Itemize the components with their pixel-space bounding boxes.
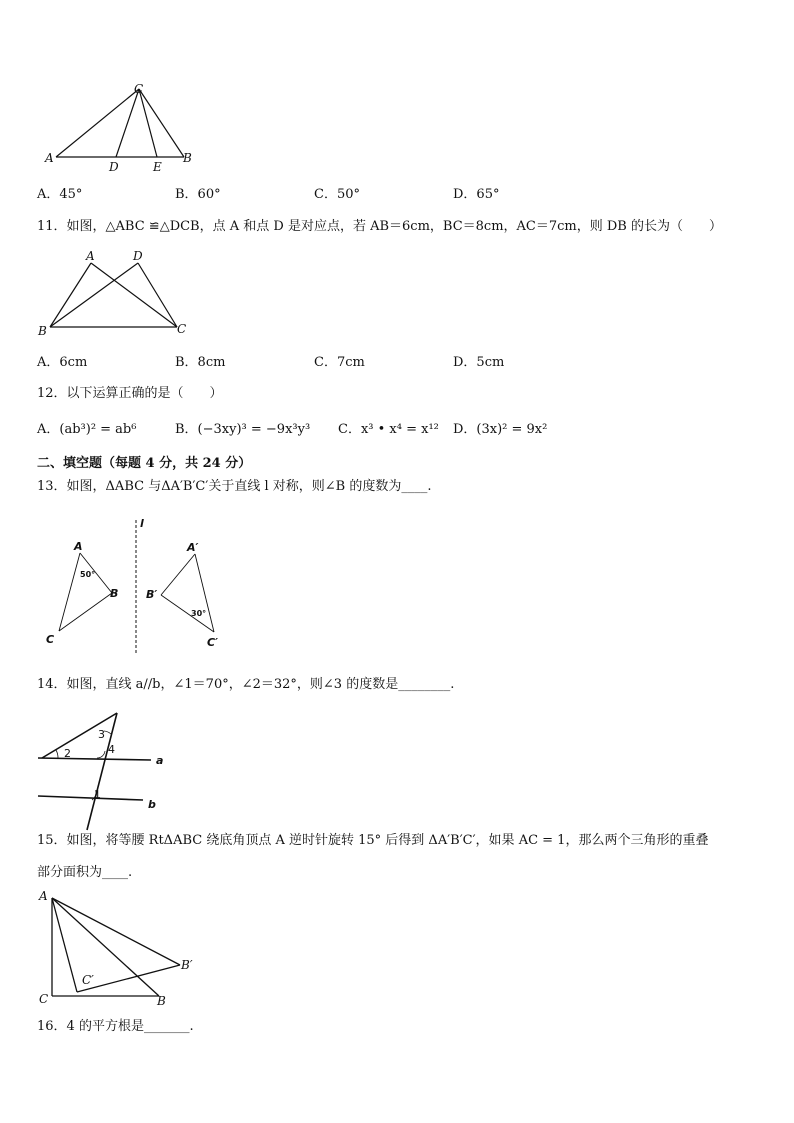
q12-option-d: D．(3x)² = 9x²	[453, 422, 548, 437]
angle-30-label: 30°	[191, 609, 207, 618]
q11-option-a: A．6cm	[37, 355, 88, 370]
q10-option-b: B．60°	[175, 187, 221, 202]
label-E: E	[153, 160, 162, 174]
label-D: D	[133, 249, 143, 263]
label-B: B	[38, 324, 47, 338]
label-l: l	[140, 517, 144, 530]
angle-50-label: 50°	[80, 570, 96, 579]
q12-option-c: C．x³ • x⁴ = x¹²	[338, 422, 439, 437]
label-B-prime: B′	[146, 588, 158, 601]
label-C-prime: C′	[82, 973, 94, 987]
q11-option-d: D．5cm	[453, 355, 505, 370]
q11-figure	[35, 245, 205, 340]
label-B: B	[110, 587, 119, 600]
label-A: A	[39, 889, 48, 903]
q14-text: 14．如图，直线 a//b，∠1＝70°，∠2＝32°，则∠3 的度数是________.	[37, 677, 455, 692]
label-C: C	[177, 322, 187, 336]
q10-option-d: D．65°	[453, 187, 500, 202]
line-b-label: b	[148, 798, 156, 811]
label-C: C	[134, 82, 144, 96]
label-D: D	[109, 160, 119, 174]
label-A: A	[45, 151, 54, 165]
angle-1-label: 1	[94, 788, 101, 801]
angle-3-label: 3	[98, 728, 105, 741]
q13-figure	[40, 515, 240, 660]
label-B: B	[157, 994, 166, 1008]
label-A: A	[86, 249, 95, 263]
label-B-prime: B′	[181, 958, 193, 972]
q11-text: 11．如图，△ABC ≌△DCB，点 A 和点 D 是对应点，若 AB＝6cm，BC＝8cm，AC＝7cm，则 DB 的长为（ ）	[37, 219, 722, 234]
q10-figure	[40, 80, 210, 175]
q12-option-a: A．(ab³)² = ab⁶	[37, 422, 137, 437]
q14-figure	[35, 705, 175, 830]
q15-text-line1: 15．如图，将等腰 RtΔABC 绕底角顶点 A 逆时针旋转 15° 后得到 ΔA′B′C′，如果 AC = 1，那么两个三角形的重叠	[37, 833, 709, 848]
q15-figure	[35, 885, 210, 1010]
q11-option-c: C．7cm	[314, 355, 365, 370]
label-C: C	[39, 992, 49, 1006]
label-C-prime: C′	[207, 636, 218, 649]
q11-option-b: B．8cm	[175, 355, 226, 370]
angle-2-label: 2	[64, 747, 71, 760]
q10-option-c: C．50°	[314, 187, 360, 202]
label-A-prime: A′	[187, 541, 199, 554]
q12-text: 12．以下运算正确的是（ ）	[37, 386, 223, 401]
label-A: A	[74, 540, 83, 553]
angle-4-label: 4	[108, 743, 115, 756]
line-a-label: a	[156, 754, 164, 767]
q16-text: 16．4 的平方根是_______.	[37, 1019, 194, 1034]
label-B: B	[183, 151, 192, 165]
q10-option-a: A．45°	[37, 187, 83, 202]
section-heading: 二、填空题（每题 4 分，共 24 分）	[37, 456, 252, 471]
label-C: C	[46, 633, 55, 646]
q15-text-line2: 部分面积为____.	[37, 865, 133, 880]
q13-text: 13．如图，ΔABC 与ΔA′B′C′关于直线 l 对称，则∠B 的度数为____.	[37, 479, 432, 494]
q12-option-b: B．(−3xy)³ = −9x³y³	[175, 422, 311, 437]
